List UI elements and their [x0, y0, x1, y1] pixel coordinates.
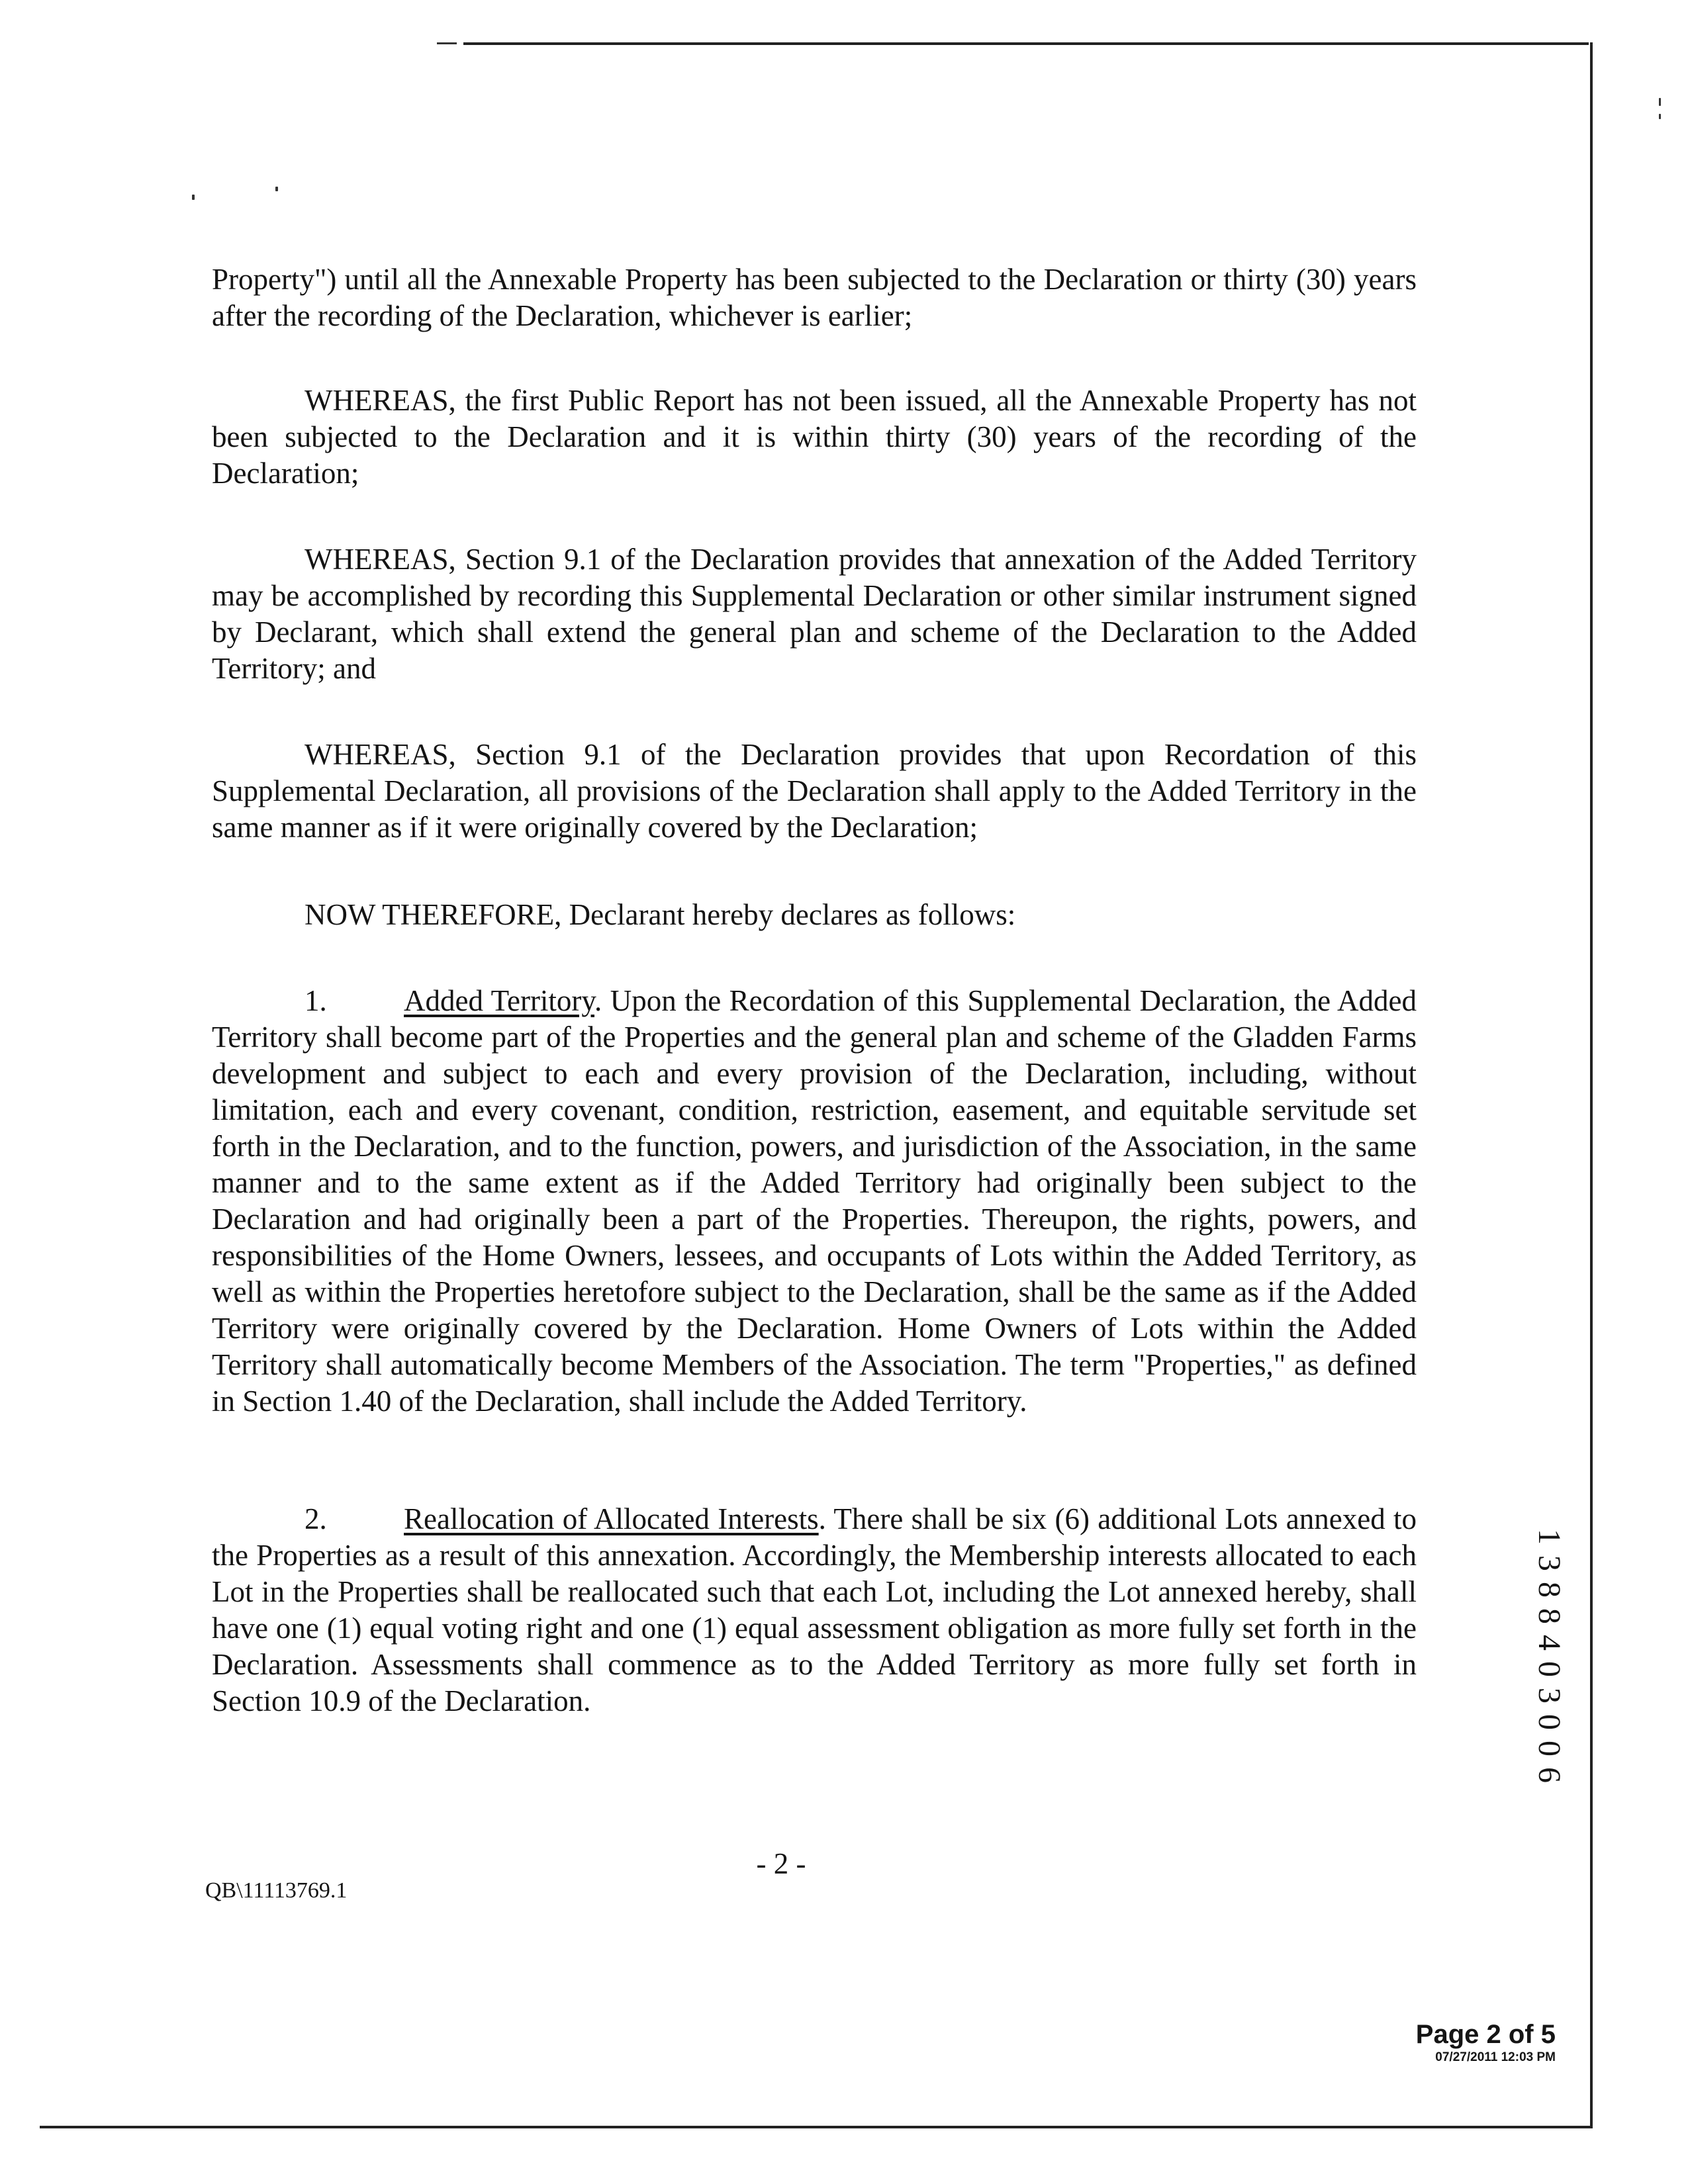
document-body	[212, 983, 1417, 1420]
document-body	[212, 737, 1417, 846]
section-2	[212, 1501, 1417, 1719]
page-count-label: Page 2 of 5	[1415, 2020, 1556, 2049]
section-heading: Added Territory	[404, 984, 594, 1017]
top-edge-dash	[437, 42, 457, 44]
section-number: 2.	[305, 1502, 327, 1535]
print-timestamp: 07/27/2011 12:03 PM	[1435, 2050, 1556, 2064]
paragraph-whereas-1: WHEREAS, the first Public Report has not been issued, all the Annexable Property has not been subjected to the Declaration and it is within thirty (30) years of the recording of the Declaration;	[212, 384, 1417, 490]
document-body	[212, 1501, 1417, 1719]
section-body: . Upon the Recordation of this Supplemental Declaration, the Added Territory shall become part of the Properties and the general plan and scheme of the Gladden Farms development and subject to each and every provision of the Declaration, including, without limitation, each and every covenant, condition, restriction, easement, and equitable servitude set forth in the Declaration, and to the function, powers, and jurisdiction of the Association, in the same manner and to the same extent as if the Added Territory had originally been subject to the Declaration and had originally been a part of the Properties. Thereupon, the rights, powers, and responsibilities of the Home Owners, lessees, and occupants of Lots within the Added Territory, as well as within the Properties heretofore subject to the Declaration, shall be the same as if the Added Territory were originally covered by the Declaration. Home Owners of Lots within the Added Territory shall automatically become Members of the Association. The term "Properties," as defined in Section 1.40 of the Declaration, shall include the Added Territory.	[212, 984, 1417, 1418]
document-body	[212, 261, 1417, 334]
paragraph-whereas-2: WHEREAS, Section 9.1 of the Declaration provides that annexation of the Added Territory may be accomplished by recording this Supplemental Declaration or other similar instrument signed by Declarant, which shall extend the general plan and scheme of the Declaration to the Added Territory; and	[212, 543, 1417, 685]
section-body: . There shall be six (6) additional Lots annexed to the Properties as a result of this annexation. Accordingly, the Membership interests allocated to each Lot in the Properties shall be reallocated such that each Lot, including the Lot annexed hereby, shall have one (1) equal voting right and one (1) equal assessment obligation as more fully set forth in the Declaration. Assessments shall commence as to the Added Territory as more fully set forth in Section 10.9 of the Declaration.	[212, 1502, 1417, 1717]
document-body	[212, 541, 1417, 687]
scan-speck	[1659, 98, 1661, 106]
paragraph-continuation: Property") until all the Annexable Property has been subjected to the Declaration or thirty (30) years after the recording of the Declaration, whichever is earlier;	[212, 263, 1417, 332]
paragraph-now-therefore: NOW THEREFORE, Declarant hereby declares as follows:	[305, 898, 1016, 931]
page-number: - 2 -	[756, 1847, 806, 1880]
scan-speck	[192, 195, 195, 200]
document-body	[212, 897, 1417, 933]
bottom-border-line	[40, 2126, 1593, 2128]
section-heading: Reallocation of Allocated Interests	[404, 1502, 819, 1535]
document-body	[212, 383, 1417, 492]
right-border-line	[1590, 42, 1593, 2127]
document-id: QB\11113769.1	[205, 1878, 348, 1903]
recording-number: 1 3 8 8 4 0 3 0 0 6	[1532, 1529, 1567, 1784]
section-number: 1.	[305, 984, 327, 1017]
scan-speck	[1659, 114, 1661, 119]
top-border-line	[463, 42, 1589, 45]
section-1	[212, 983, 1417, 1420]
paragraph-whereas-3: WHEREAS, Section 9.1 of the Declaration provides that upon Recordation of this Supplemental Declaration, all provisions of the Declaration shall apply to the Added Territory in the same manner as if it were originally covered by the Declaration;	[212, 738, 1417, 844]
scan-speck	[275, 187, 278, 191]
